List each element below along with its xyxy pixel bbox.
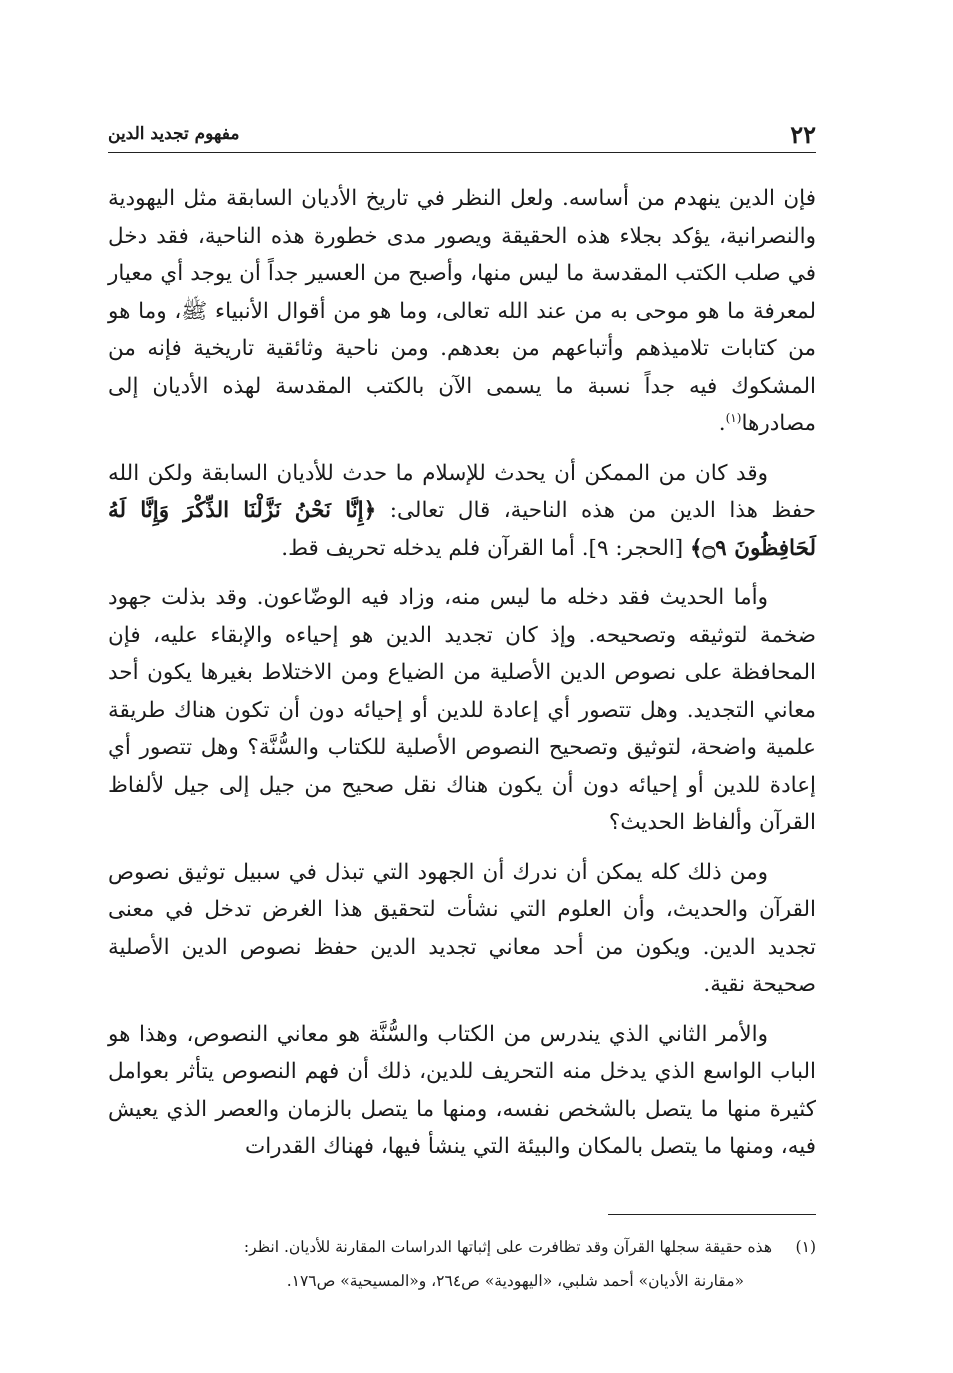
footnote-line-1 [108,1230,816,1264]
paragraph-1-end: . [718,411,726,436]
footnote-ref: (١) [725,410,742,425]
quran-verse: ﴿إِنَّا نَحْنُ نَزَّلْنَا الذِّكْرَ وَإِنَّا لَهُ لَحَافِظُونَ ۝٩﴾ [108,498,816,561]
paragraph-3: وأما الحديث فقد دخله ما ليس منه، وزاد فيه الوضّاعون. وقد بذلت جهود ضخمة لتوثيقه وتصحيحه. وإذ كان تجديد الدين هو إحياءه والإبقاء عليه، فإن المحافظة على نصوص الدين الأصلية من الضياع ومن الاختلاط بغيرها يكون أحد معاني التجديد. وهل تتصور أي إعادة للدين أو إحيائه دون أن تكون هناك طريقة علمية واضحة، لتوثيق وتصحيح النصوص الأصلية للكتاب والسُّنَّة؟ وهل تتصور أي إعادة للدين أو إحيائه دون أن يكون هناك نقل صحيح من جيل إلى جيل لألفاظ القرآن وألفاظ الحديث؟ [108,585,816,835]
footnote-line-2: «مقارنة الأديان» أحمد شلبي، «اليهودية» ص٢٦٤، و«المسيحية» ص١٧٦. [286,1272,744,1290]
running-title: مفهوم تجديد الدين [108,124,240,144]
footnote-separator [608,1214,816,1215]
paragraph-2 [108,455,816,568]
paragraph-4: ومن ذلك كله يمكن أن ندرك أن الجهود التي تبذل في سبيل توثيق نصوص القرآن والحديث، وأن العلوم التي نشأت لتحقيق هذا الغرض تدخل في معنى تجديد الدين. ويكون من أحد معاني تجديد الدين حفظ نصوص الدين الأصلية صحيحة نقية. [108,859,816,997]
verse-reference: [الحجر: ٩]. [574,535,690,561]
paragraph-1-text: فإن الدين ينهدم من أساسه. ولعل النظر في تاريخ الأديان السابقة مثل اليهودية والنصرانية، يؤكد بجلاء هذه الحقيقة ويصور مدى خطورة هذه الناحية، فقد دخل في صلب الكتب المقدسة ما ليس منها، وأصبح من العسير جداً أن يوجد أي معيار لمعرفة ما هو موحى به من عند الله تعالى، وما هو من أقوال الأنبياء ﷺ، وما هو من كتابات تلاميذهم وأتباعهم من بعدهم. ومن ناحية وثائقية تاريخية فإنه من المشكوك فيه جداً نسبة ما يسمى الآن بالكتب المقدسة لهذه الأديان إلى مصادرها [108,186,816,436]
paragraph-5: والأمر الثاني الذي يندرس من الكتاب والسُّنَّة هو معاني النصوص، وهذا هو الباب الواسع الذي يدخل منه التحريف للدين، ذلك أن فهم النصوص يتأثر بعوامل كثيرة منها ما يتصل بالشخص نفسه، ومنها ما يتصل بالزمان والعصر الذي يعيش فيه، ومنها ما يتصل بالمكان والبيئة التي ينشأ فيها، فهناك القدرات [108,1021,816,1159]
footnotes [108,1230,816,1298]
paragraph-1 [108,180,816,443]
page-header [108,118,816,153]
paragraph-2-text-a: وقد كان من الممكن أن يحدث للإسلام ما حدث للأديان السابقة ولكن الله حفظ هذا الدين من هذه الناحية، قال تعالى: [108,460,817,523]
paragraph-2-text-b: أما القرآن فلم يدخله تحريف قط. [281,535,575,561]
footnote-number: (١) [795,1238,816,1256]
footnote-text-1: هذه حقيقة سجلها القرآن وقد تظافرت على إثباتها الدراسات المقارنة للأديان. انظر: [243,1238,772,1256]
page-number: ٢٢ [790,120,816,149]
main-text [108,180,816,1178]
